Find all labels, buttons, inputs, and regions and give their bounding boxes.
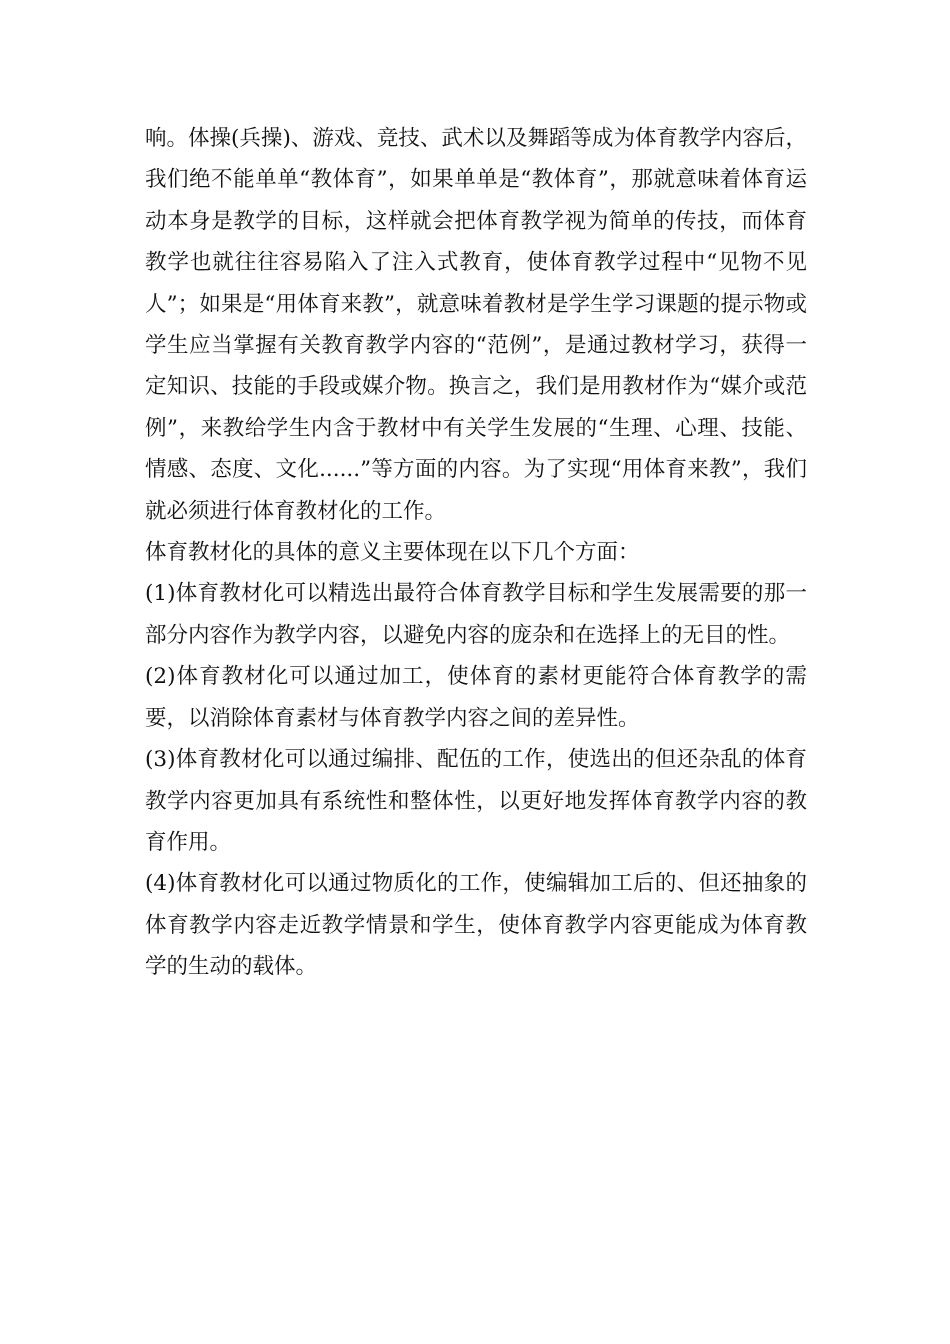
paragraph-item-2: (2)体育教材化可以通过加工，使体育的素材更能符合体育教学的需要，以消除体育素材与体育教学内容之间的差异性。	[145, 664, 807, 731]
paragraph-item-1: (1)体育教材化可以精选出最符合体育教学目标和学生发展需要的那一部分内容作为教学内容，以避免内容的庞杂和在选择上的无目的性。	[145, 581, 807, 648]
document-body	[145, 118, 807, 988]
paragraph-continuation: 响。体操(兵操)、游戏、竞技、武术以及舞蹈等成为体育教学内容后，我们绝不能单单“教体育”，如果单单是“教体育”，那就意味着体育运动本身是教学的目标，这样就会把体育教学视为简单的传技，而体育教学也就往往容易陷入了注入式教育，使体育教学过程中“见物不见人”；如果是“用体育来教”，就意味着教材是学生学习课题的提示物或学生应当掌握有关教育教学内容的“范例”，是通过教材学习，获得一定知识、技能的手段或媒介物。换言之，我们是用教材作为“媒介或范例”，来教给学生内含于教材中有关学生发展的“生理、心理、技能、情感、态度、文化......”等方面的内容。为了实现“用体育来教”，我们就必须进行体育教材化的工作。	[145, 126, 807, 524]
paragraph-item-4: (4)体育教材化可以通过物质化的工作，使编辑加工后的、但还抽象的体育教学内容走近教学情景和学生，使体育教学内容更能成为体育教学的生动的载体。	[145, 871, 807, 980]
paragraph-intro: 体育教材化的具体的意义主要体现在以下几个方面：	[145, 540, 640, 566]
paragraph-item-3: (3)体育教材化可以通过编排、配伍的工作，使选出的但还杂乱的体育教学内容更加具有系统性和整体性，以更好地发挥体育教学内容的教育作用。	[145, 747, 807, 855]
